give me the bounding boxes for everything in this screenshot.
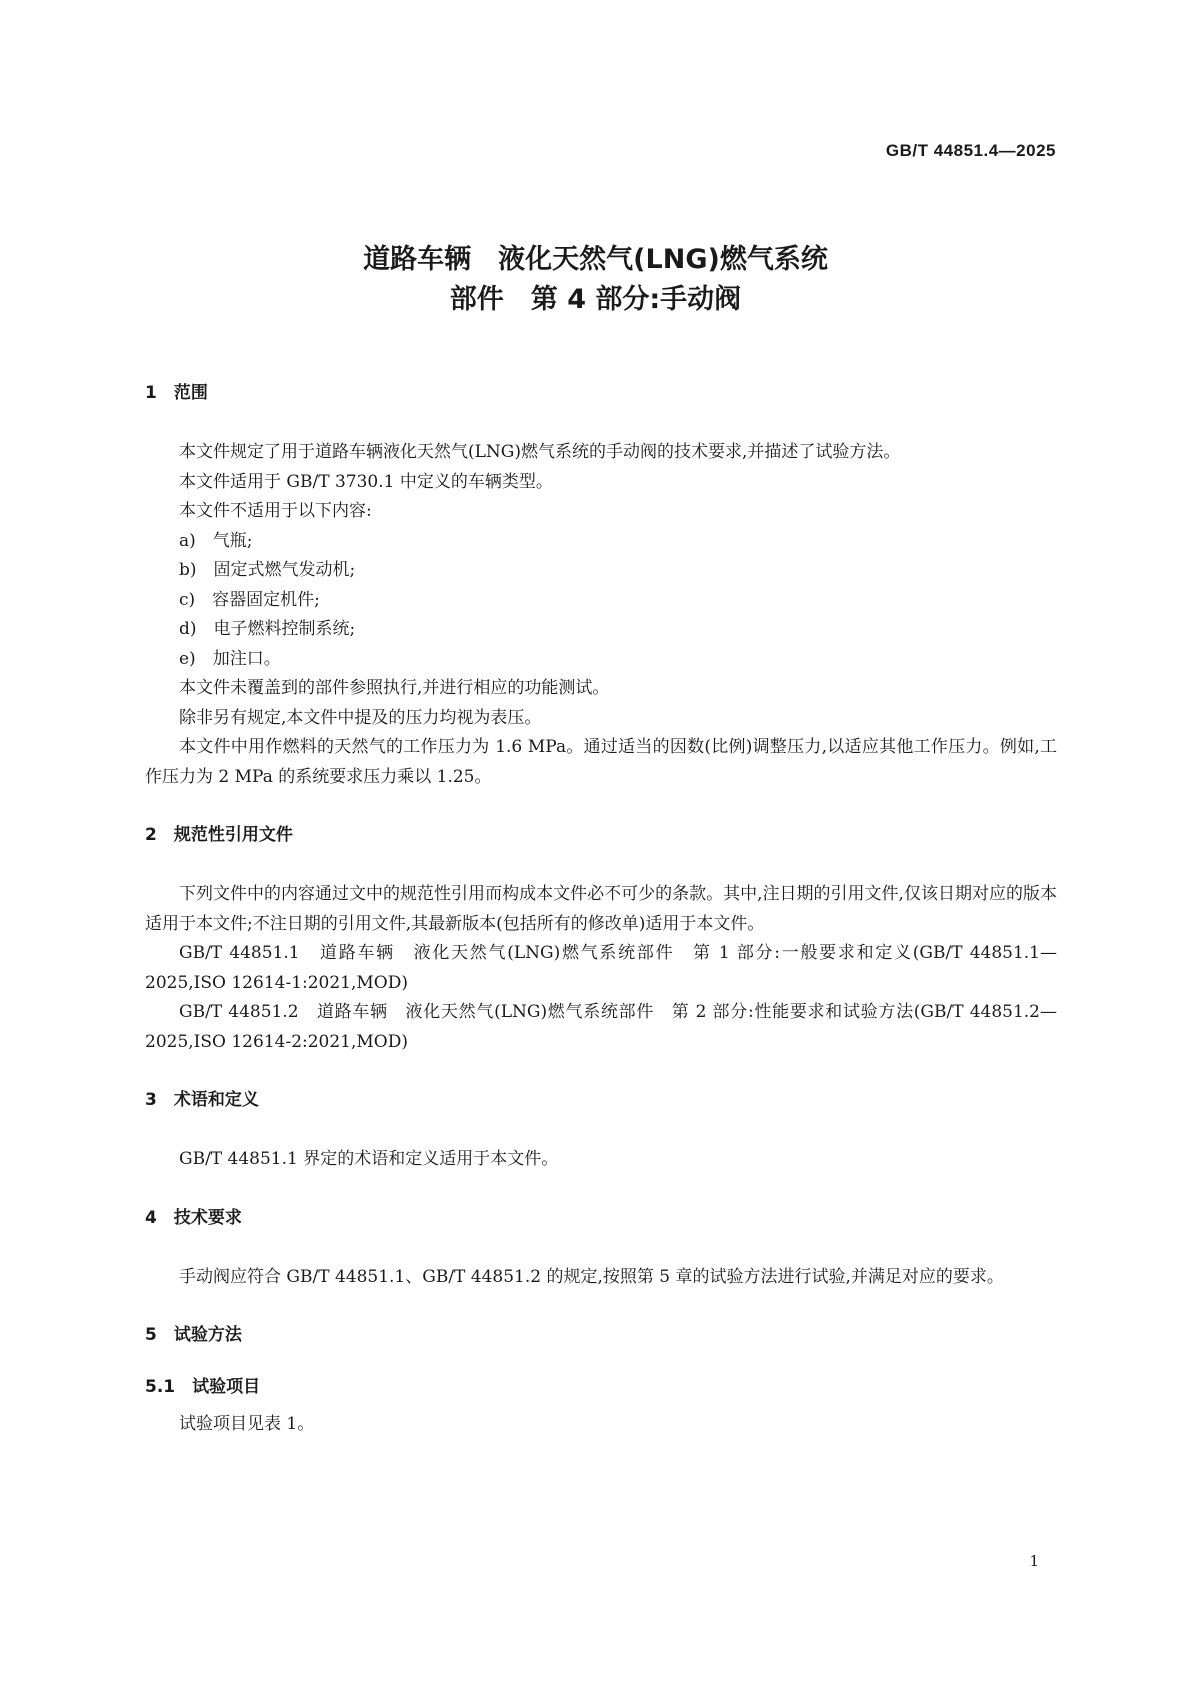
exclusion-item: c) 容器固定机件;: [179, 589, 320, 610]
section-3-heading: 3 术语和定义: [145, 1090, 259, 1110]
section-1-heading: 1 范围: [145, 383, 208, 403]
normative-reference-2: GB/T 44851.2 道路车辆 液化天然气(LNG)燃气系统部件 第 2 部分:性能要求和试验方法(GB/T 44851.2—2025,ISO 12614-2:2021,MOD): [145, 1002, 1057, 1052]
section-2-heading: 2 规范性引用文件: [145, 825, 293, 845]
section-1-paragraph: 除非另有规定,本文件中提及的压力均视为表压。: [179, 707, 542, 728]
section-1-paragraph: 本文件不适用于以下内容:: [179, 501, 372, 521]
section-1-paragraph: 本文件适用于 GB/T 3730.1 中定义的车辆类型。: [179, 471, 553, 492]
page-number: 1: [1029, 1552, 1039, 1570]
document-title: [0, 240, 1191, 320]
exclusion-item: e) 加注口。: [179, 648, 281, 669]
section-1-paragraph: 本文件中用作燃料的天然气的工作压力为 1.6 MPa。通过适当的因数(比例)调整压力,以适应其他工作压力。例如,工作压力为 2 MPa 的系统要求压力乘以 1.25。: [145, 737, 1057, 787]
subsection-5-1-paragraph: 试验项目见表 1。: [179, 1414, 315, 1434]
section-1-paragraph: 本文件规定了用于道路车辆液化天然气(LNG)燃气系统的手动阀的技术要求,并描述了试验方法。: [179, 442, 901, 462]
section-4-paragraph: 手动阀应符合 GB/T 44851.1、GB/T 44851.2 的规定,按照第 5 章的试验方法进行试验,并满足对应的要求。: [179, 1266, 1004, 1287]
normative-reference-1: GB/T 44851.1 道路车辆 液化天然气(LNG)燃气系统部件 第 1 部分:一般要求和定义(GB/T 44851.1—2025,ISO 12614-1:2021,MOD): [145, 943, 1057, 993]
section-2-paragraph: 下列文件中的内容通过文中的规范性引用而构成本文件必不可少的条款。其中,注日期的引用文件,仅该日期对应的版本适用于本文件;不注日期的引用文件,其最新版本(包括所有的修改单)适用于本文件。: [145, 884, 1057, 934]
section-3-paragraph: GB/T 44851.1 界定的术语和定义适用于本文件。: [179, 1149, 559, 1169]
exclusion-item: b) 固定式燃气发动机;: [179, 560, 356, 580]
exclusion-item: d) 电子燃料控制系统;: [179, 619, 356, 639]
title-line-1: 道路车辆 液化天然气(LNG)燃气系统: [363, 244, 828, 275]
section-5-heading: 5 试验方法: [145, 1325, 242, 1345]
standard-number: GB/T 44851.4—2025: [885, 141, 1056, 160]
exclusion-item: a) 气瓶;: [179, 530, 253, 551]
title-line-2: 部件 第 4 部分:手动阀: [449, 284, 742, 315]
section-1-paragraph: 本文件未覆盖到的部件参照执行,并进行相应的功能测试。: [179, 678, 610, 698]
subsection-5-1-heading: 5.1 试验项目: [145, 1377, 261, 1397]
document-body: [145, 378, 1057, 1440]
section-4-heading: 4 技术要求: [145, 1207, 242, 1228]
